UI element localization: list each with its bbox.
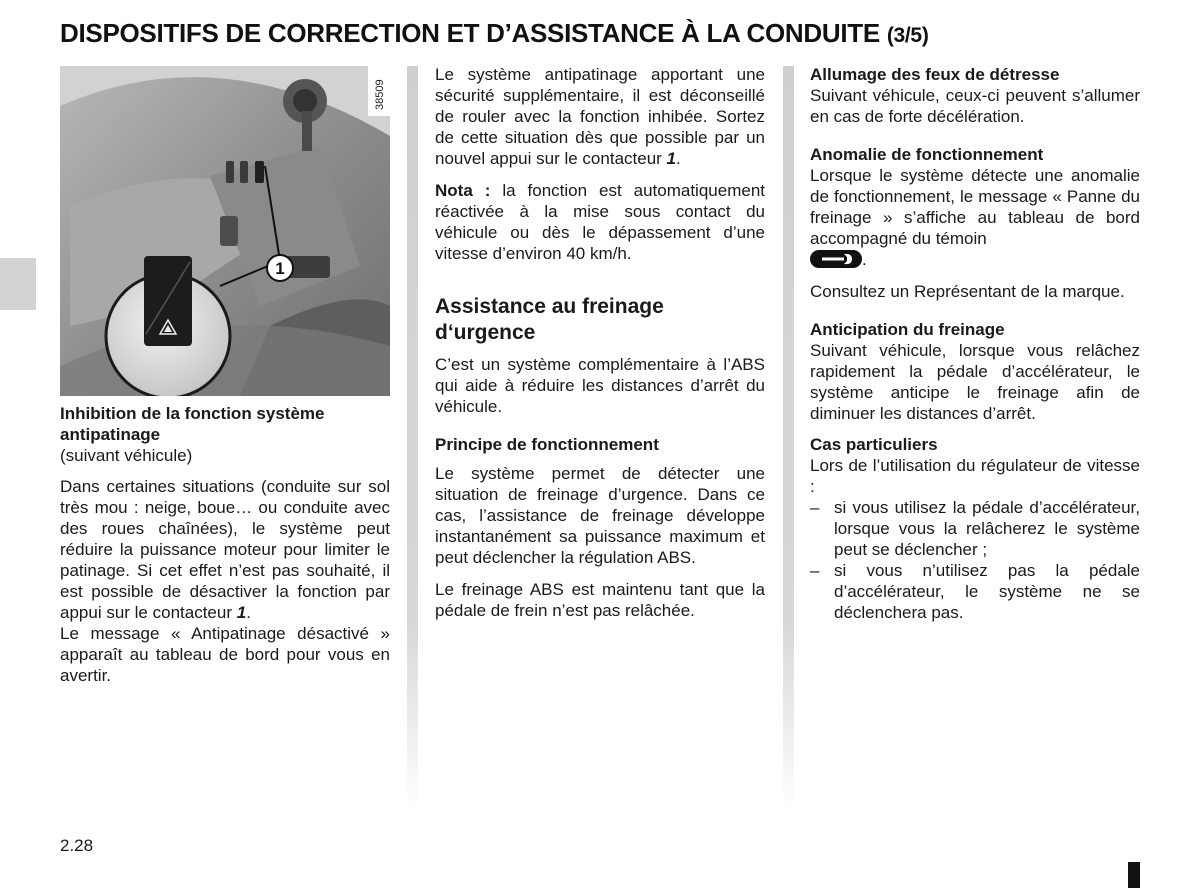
- paragraph: Lorsque le système détecte une anomalie de fonctionnement, le message « Panne du freinage » s’affiche au tableau de bord accompagné du témoin .: [810, 166, 1140, 269]
- paragraph: Consultez un Représentant de la marque.: [810, 282, 1125, 301]
- paragraph: Le message « Antipatinage désactivé » apparaît au tableau de bord pour vous en avertir.: [60, 624, 390, 685]
- subsection-heading: Anticipation du freinage: [810, 320, 1005, 339]
- switch-reference: 1: [236, 603, 247, 622]
- subsection-heading: Anomalie de fonctionnement: [810, 145, 1044, 164]
- title-page-indicator: (3/5): [886, 24, 929, 47]
- nota-paragraph: Nota : la fonction est automatiquement réactivée à la mise sous contact du véhicule ou dès le dépassement d’une vitesse d’environ 40 km/h.: [435, 181, 765, 263]
- paragraph: Le freinage ABS est maintenu tant que la pédale de frein n’est pas relâchée.: [435, 580, 765, 620]
- page-title: [60, 18, 929, 49]
- column-middle: [435, 64, 765, 632]
- paragraph: Suivant véhicule, ceux-ci peuvent s’allumer en cas de forte décélération.: [810, 86, 1140, 126]
- column-divider-2: [783, 66, 794, 811]
- paragraph: C’est un système complémentaire à l’ABS qui aide à réduire les distances d’arrêt du véhicule.: [435, 355, 765, 416]
- switch-reference: 1: [666, 149, 677, 168]
- subsection-heading: Allumage des feux de détresse: [810, 65, 1060, 84]
- subsection-heading: Principe de fonctionnement: [435, 435, 659, 454]
- column-divider-1: [407, 66, 418, 811]
- section-heading: Inhibition de la fonction système antipatinage: [60, 404, 325, 444]
- paragraph: Suivant véhicule, lorsque vous relâchez rapidement la pédale d’accélérateur, le système anticipe le freinage afin de diminuer les distances d’arrêt.: [810, 341, 1140, 423]
- list-dash: –: [810, 561, 820, 580]
- section-subheading: (suivant véhicule): [60, 446, 193, 465]
- page-number: 2.28: [60, 836, 94, 855]
- nota-label: Nota :: [435, 181, 491, 200]
- column-left: [60, 403, 390, 697]
- paragraph: Lors de l’utilisation du régulateur de vitesse :: [810, 456, 1140, 496]
- wrench-warning-icon: [810, 250, 862, 268]
- paragraph: Le système antipatinage apportant une sécurité supplémentaire, il est déconseillé de rouler avec la fonction inhibée. Sortez de cette situation dès que possible par un nouvel appui sur le contacteur 1.: [435, 65, 765, 168]
- paragraph: Le système permet de détecter une situation de freinage d’urgence. Dans ce cas, l’assistance de freinage développe instantanément sa puissance maximum et peut déclencher la régulation ABS.: [435, 464, 765, 567]
- section-title: Assistance au freinage d‘urgence: [435, 295, 664, 344]
- callout-number: 1: [275, 259, 285, 278]
- chapter-tab: [0, 258, 36, 310]
- dashboard-photo: [60, 66, 390, 396]
- page-edge-marker: [1128, 862, 1140, 888]
- column-right: [810, 64, 1140, 634]
- paragraph: Dans certaines situations (conduite sur sol très mou : neige, boue… ou conduite avec des roues chaînées), le système peut réduire la puissance moteur pour limiter le patinage. Si cet effet n’est pas souhaité, il est possible de désactiver la fonction par appui sur le contacteur 1.: [60, 477, 390, 622]
- subsection-heading: Cas particuliers: [810, 435, 938, 454]
- list-item: – si vous n’utilisez pas la pédale d’accélérateur, le système ne se déclenchera pas.: [810, 561, 1140, 622]
- list-item: – si vous utilisez la pédale d’accélérateur, lorsque vous la relâcherez le système peut se déclencher ;: [810, 498, 1140, 559]
- title-text: DISPOSITIFS DE CORRECTION ET D’ASSISTANCE À LA CONDUITE: [60, 18, 880, 48]
- figure-ref-number: 38509: [374, 79, 386, 110]
- list-dash: –: [810, 498, 820, 517]
